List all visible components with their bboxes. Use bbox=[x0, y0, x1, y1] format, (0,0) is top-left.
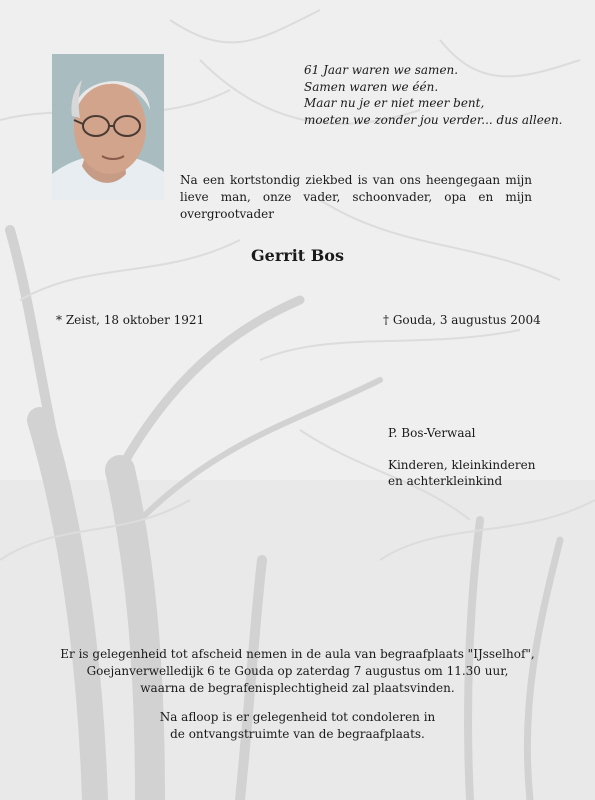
announcement-text: Na een kortstondig ziekbed is van ons heengegaan mijn lieve man, onze vader, schoonvader, opa en mijn overgrootvader bbox=[180, 173, 532, 221]
condolence-line: Na afloop is er gelegenheid tot condoleren in bbox=[159, 710, 436, 724]
memorial-poem bbox=[304, 62, 564, 128]
deceased-name: Gerrit Bos bbox=[251, 246, 344, 265]
children-line: en achterkleinkind bbox=[388, 474, 503, 488]
service-line: Er is gelegenheid tot afscheid nemen in de aula van begraafplaats "IJsselhof", bbox=[60, 647, 535, 661]
service-line: waarna de begrafenisplechtigheid zal plaatsvinden. bbox=[140, 681, 455, 695]
condolence-line: de ontvangstruimte van de begraafplaats. bbox=[170, 727, 425, 741]
spouse-name: P. Bos-Verwaal bbox=[388, 426, 476, 440]
poem-line: Maar nu je er niet meer bent, bbox=[304, 96, 485, 110]
poem-line: moeten we zonder jou verder... dus alleen. bbox=[304, 112, 563, 127]
poem-line: 61 Jaar waren we samen. bbox=[304, 63, 459, 77]
family-signatures bbox=[388, 425, 535, 489]
portrait-photo bbox=[52, 54, 164, 200]
children-line: Kinderen, kleinkinderen bbox=[388, 458, 536, 472]
service-line: Goejanverwelledijk 6 te Gouda op zaterdag 7 augustus om 11.30 uur, bbox=[86, 664, 509, 678]
death-info: † Gouda, 3 augustus 2004 bbox=[383, 313, 541, 327]
poem-line: Samen waren we één. bbox=[304, 79, 439, 94]
service-details bbox=[40, 646, 555, 743]
birth-info: * Zeist, 18 oktober 1921 bbox=[56, 313, 205, 327]
